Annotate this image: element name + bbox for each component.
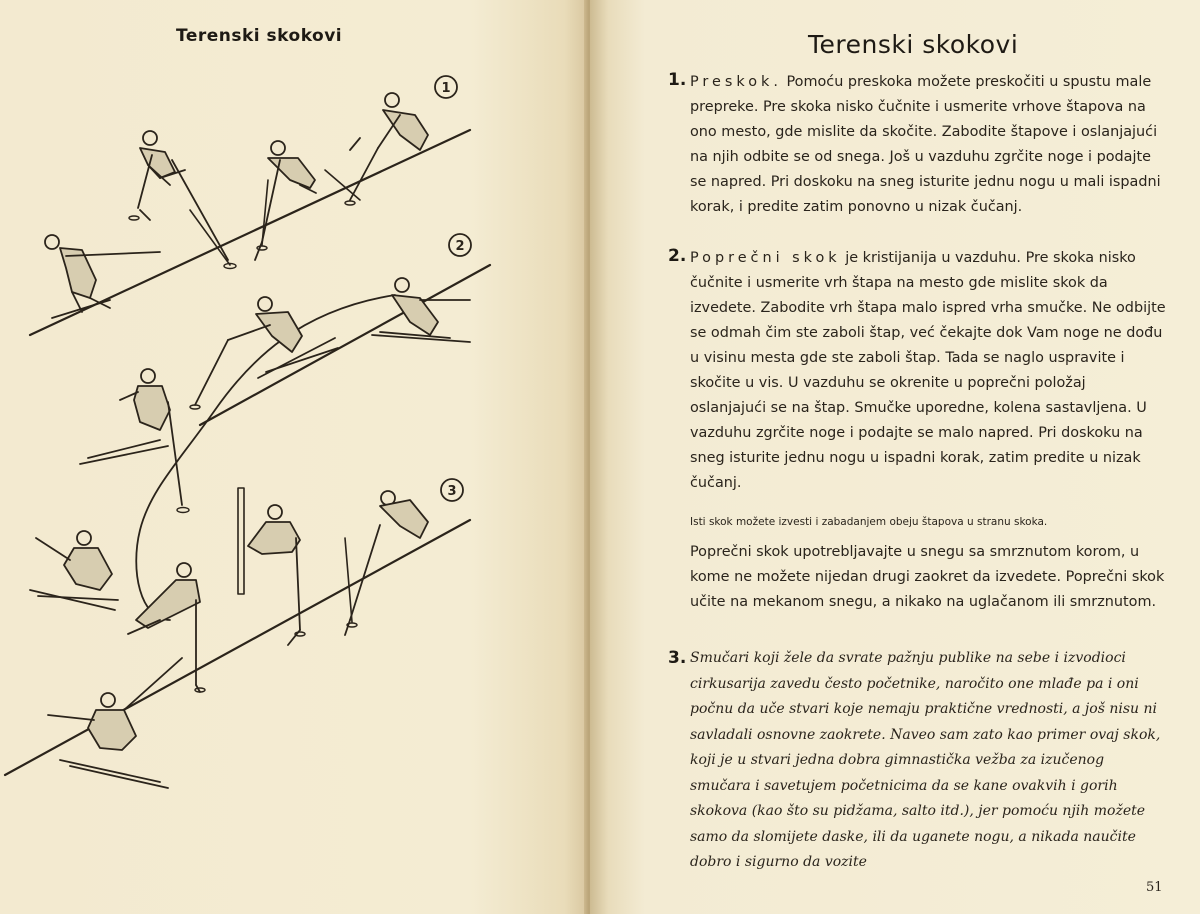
- left-page-title: Terenski skokovi: [176, 26, 343, 46]
- item-number: 2.: [668, 246, 687, 266]
- paragraph-poprecni-skok: [690, 246, 1166, 496]
- paragraph-text: Pomoću preskoka možete preskočiti u spustu male prepreke. Pre skoka nisko čučnite i usmerite vrhove štapova na ono mesto, gde mislite da skočite. Zabodite štapove i oslanjajući na njih odbite se od snega. Još u vazduhu zgrčite noge i podajte se napred. Pri doskoku na sneg isturite jednu nogu u mali ispadni korak, i predite zatim ponovno u nizak čučanj.: [690, 74, 1161, 215]
- left-page: [0, 0, 588, 914]
- paragraph-text: je kristijanija u vazduhu. Pre skoka nisko čučnite i usmerite vrh štapa na mesto gde mislite skok da izvedete. Zabodite vrh štapa malo ispred vrha smučke. Ne odbijte se odmah čim ste zaboli štap, već čekajte dok Vam noge ne dođu u visinu mesta gde ste zaboli štap. Tada se naglo uspravite i skočite u vis. U vazduhu se okrenite u poprečni položaj oslanjajući se na štap. Smučke uporedne, kolena sastavljena. U vazduhu zgrčite noge i podajte se malo napred. Pri doskoku na sneg isturite jednu nogu u ispadni korak, zatim predite u nizak čučanj.: [690, 250, 1166, 491]
- figure-label: 1: [441, 81, 451, 96]
- figure-label: 2: [455, 239, 465, 254]
- term-preskok: Preskok.: [690, 74, 782, 90]
- ski-jump-illustration: [0, 60, 580, 800]
- skier-figure: [255, 141, 316, 260]
- right-page-title: Terenski skokovi: [808, 30, 1019, 59]
- paragraph-smucari: Smučari koji žele da svrate pažnju publike na sebe i izvodioci cirkusarija zavedu često početnike, naročito one mlađe pa i oni počnu da uče stvari koje nemaju praktične vrednosti, a još nisu ni savladali osnovne zaokrete. Naveo sam zato kao primer ovaj skok, koji je u stvari jedna dobra gimnastička vežba za izučenog smučara i savetujem početnicima da se kane ovakvih i gorih skokova (kao što su pidžama, salto itd.), jer pomoću njih možete samo da slomijete daske, ili da uganete nogu, a nikada naučite dobro i sigurno da vozite: [690, 650, 1161, 870]
- note-text: Isti skok možete izvesti i zabadanjem obeju štapova u stranu skoka.: [690, 516, 1048, 528]
- paragraph-extra: Poprečni skok upotrebljavajte u snegu sa smrznutom korom, u kome ne možete nijedan drugi zaokret da izvedete. Poprečni skok učite na mekanom snegu, a nikako na uglačanom ili smrznutom.: [690, 544, 1165, 610]
- skier-figure: [80, 369, 182, 505]
- skier-figure: [48, 658, 182, 788]
- skier-figure: [350, 93, 428, 200]
- term-poprecni-skok: Poprečni skok: [690, 250, 841, 266]
- skier-figure: [345, 491, 428, 635]
- skier-figure: [45, 235, 160, 318]
- skier-figure: [238, 488, 300, 645]
- page-number: 51: [1146, 880, 1163, 895]
- skier-figure: [30, 531, 118, 610]
- skier-figure: [138, 131, 228, 260]
- item-number: 3.: [668, 648, 687, 668]
- paragraph-preskok: [690, 70, 1166, 220]
- figure-label: 3: [447, 484, 457, 499]
- right-page: [590, 0, 1200, 914]
- item-number: 1.: [668, 70, 687, 90]
- skier-figure: [372, 278, 470, 342]
